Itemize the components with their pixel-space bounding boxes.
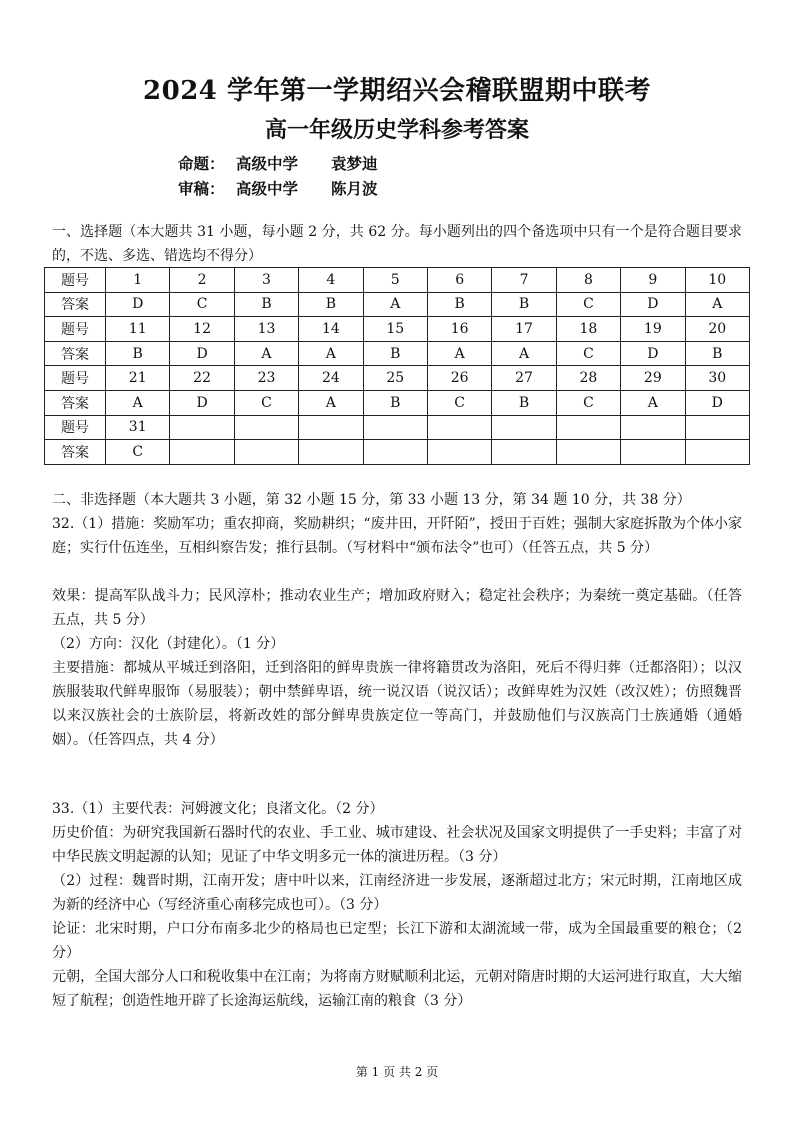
reviewer-line: [178, 177, 378, 199]
q32-part2-direction: （2）方向：汉化（封建化）。（1 分）: [52, 636, 285, 652]
question-number-cell: [427, 415, 491, 440]
answer-letter-cell: B: [299, 292, 363, 317]
answer-letter-cell: C: [427, 390, 491, 415]
question-number-cell: 7: [492, 268, 556, 293]
author-school: 高级中学: [236, 155, 299, 173]
question-row-label: 题号: [45, 317, 106, 342]
question-number-cell: 15: [363, 317, 427, 342]
answer-letter-cell: C: [234, 390, 298, 415]
answer-letter-cell: [170, 440, 234, 465]
question-number-cell: 21: [106, 366, 170, 391]
answer-letter-cell: [363, 440, 427, 465]
answer-row-label: 答案: [45, 390, 106, 415]
question-row-label: 题号: [45, 415, 106, 440]
answer-letter-cell: C: [170, 292, 234, 317]
answer-row: [45, 440, 750, 465]
question-number-cell: 26: [427, 366, 491, 391]
answer-letter-cell: B: [363, 390, 427, 415]
q33-part2-process: （2）过程：魏晋时期，江南开发；唐中叶以来，江南经济进一步发展，逐渐超过北方；宋元时期，江南地区成为新的经济中心（写经济重心南移完成也可）。（3 分）: [52, 873, 742, 913]
answer-letter-cell: A: [621, 390, 685, 415]
q33-part1-value: 历史价值：为研究我国新石器时代的农业、手工业、城市建设、社会状况及国家文明提供了一手史料；丰富了对中华民族文明起源的认知；见证了中华文明多元一体的演进历程。（3 分）: [52, 825, 742, 865]
question-number-cell: 18: [556, 317, 620, 342]
question-number-cell: [299, 415, 363, 440]
answer-letter-cell: [492, 440, 556, 465]
answer-letter-cell: C: [556, 292, 620, 317]
author-label: 命题：: [178, 155, 225, 173]
question-number-cell: 25: [363, 366, 427, 391]
q32-part1-measures: 32.（1）措施：奖励军功；重农抑商，奖励耕织；“废井田，开阡陌”，授田于百姓；强制大家庭拆散为个体小家庭；实行什伍连坐，互相纠察告发；推行县制。（写材料中“颁布法令”也可）（任答五点，共 5 分）: [52, 516, 742, 556]
question-row-label: 题号: [45, 366, 106, 391]
answer-row: [45, 292, 750, 317]
question-number-cell: 20: [685, 317, 749, 342]
question-number-cell: 14: [299, 317, 363, 342]
answer-table: [44, 267, 750, 465]
answer-letter-cell: B: [106, 341, 170, 366]
answer-letter-cell: C: [556, 341, 620, 366]
q33-part2-argument2: 元朝，全国大部分人口和税收集中在江南；为将南方财赋顺利北运，元朝对隋唐时期的大运河进行取直，大大缩短了航程；创造性地开辟了长途海运航线，运输江南的粮食（3 分）: [52, 969, 742, 1009]
answer-letter-cell: D: [621, 341, 685, 366]
question-number-cell: 9: [621, 268, 685, 293]
answer-letter-cell: [299, 440, 363, 465]
question-number-cell: 16: [427, 317, 491, 342]
question-number-cell: 10: [685, 268, 749, 293]
question-number-cell: 31: [106, 415, 170, 440]
question-number-cell: [170, 415, 234, 440]
q32-part2-measures: 主要措施：都城从平城迁到洛阳，迁到洛阳的鲜卑贵族一律将籍贯改为洛阳，死后不得归葬（迁都洛阳）；以汉族服装取代鲜卑服饰（易服装）；朝中禁鲜卑语，统一说汉语（说汉话）；改鲜卑姓为汉姓（改汉姓）；仿照魏晋以来汉族社会的士族阶层，将新改姓的部分鲜卑贵族定位一等高门，并鼓励他们与汉族高门士族通婚（通婚姻）。（任答四点，共 4 分）: [52, 660, 742, 748]
q32-part1-effect: 效果：提高军队战斗力；民风淳朴；推动农业生产；增加政府财入；稳定社会秩序；为秦统一奠定基础。（任答五点，共 5 分）: [52, 588, 742, 628]
question-number-cell: [363, 415, 427, 440]
answer-row-label: 答案: [45, 341, 106, 366]
answer-letter-cell: A: [363, 292, 427, 317]
question-number-cell: 13: [234, 317, 298, 342]
answer-letter-cell: B: [427, 292, 491, 317]
author-line: [178, 152, 378, 174]
question-number-cell: 24: [299, 366, 363, 391]
answer-letter-cell: A: [492, 341, 556, 366]
answer-letter-cell: [621, 440, 685, 465]
question-number-cell: 4: [299, 268, 363, 293]
question-number-cell: 8: [556, 268, 620, 293]
question-number-cell: 6: [427, 268, 491, 293]
answer-letter-cell: A: [299, 390, 363, 415]
question-number-cell: 23: [234, 366, 298, 391]
answer-letter-cell: [427, 440, 491, 465]
question-number-cell: 19: [621, 317, 685, 342]
answer-letter-cell: A: [685, 292, 749, 317]
answer-letter-cell: [685, 440, 749, 465]
question-number-cell: [621, 415, 685, 440]
document-subtitle: 高一年级历史学科参考答案: [264, 117, 529, 143]
question-row: [45, 415, 750, 440]
question-row: [45, 317, 750, 342]
answer-letter-cell: [234, 440, 298, 465]
answer-letter-cell: A: [427, 341, 491, 366]
question-number-cell: 17: [492, 317, 556, 342]
question-number-cell: 27: [492, 366, 556, 391]
answer-letter-cell: A: [234, 341, 298, 366]
author-name: 袁梦迪: [331, 155, 378, 173]
question-number-cell: 2: [170, 268, 234, 293]
answer-row: [45, 390, 750, 415]
document-title: 2024 学年第一学期绍兴会稽联盟期中联考: [143, 76, 651, 106]
question-number-cell: 29: [621, 366, 685, 391]
answer-letter-cell: C: [556, 390, 620, 415]
question-row: [45, 268, 750, 293]
question-number-cell: 22: [170, 366, 234, 391]
answer-row-label: 答案: [45, 440, 106, 465]
question-row: [45, 366, 750, 391]
question-number-cell: 30: [685, 366, 749, 391]
answer-letter-cell: D: [170, 390, 234, 415]
question-number-cell: 28: [556, 366, 620, 391]
question-number-cell: 12: [170, 317, 234, 342]
page-footer: 第 1 页 共 2 页: [355, 1065, 439, 1079]
answer-letter-cell: D: [106, 292, 170, 317]
answer-letter-cell: B: [363, 341, 427, 366]
answer-letter-cell: B: [492, 292, 556, 317]
section1-heading: 一、选择题（本大题共 31 小题，每小题 2 分，共 62 分。每小题列出的四个备选项中只有一个是符合题目要求的，不选、多选、错选均不得分）: [52, 224, 742, 264]
reviewer-name: 陈月波: [331, 180, 378, 198]
answer-letter-cell: C: [106, 440, 170, 465]
question-number-cell: [234, 415, 298, 440]
section2-heading: 二、非选择题（本大题共 3 小题，第 32 小题 15 分，第 33 小题 13 分，第 34 题 10 分，共 38 分）: [52, 492, 691, 508]
answer-letter-cell: D: [621, 292, 685, 317]
reviewer-label: 审稿：: [178, 180, 225, 198]
answer-letter-cell: B: [234, 292, 298, 317]
answer-letter-cell: B: [492, 390, 556, 415]
answer-letter-cell: B: [685, 341, 749, 366]
reviewer-school: 高级中学: [236, 180, 299, 198]
answer-letter-cell: [556, 440, 620, 465]
question-number-cell: 1: [106, 268, 170, 293]
question-row-label: 题号: [45, 268, 106, 293]
answer-row-label: 答案: [45, 292, 106, 317]
question-number-cell: 11: [106, 317, 170, 342]
question-number-cell: [685, 415, 749, 440]
answer-row: [45, 341, 750, 366]
question-number-cell: [556, 415, 620, 440]
question-number-cell: [492, 415, 556, 440]
answer-letter-cell: D: [170, 341, 234, 366]
q33-part2-argument1: 论证：北宋时期，户口分布南多北少的格局也已定型；长江下游和太湖流域一带，成为全国最重要的粮仓；（2 分）: [52, 921, 742, 961]
question-number-cell: 5: [363, 268, 427, 293]
answer-letter-cell: A: [299, 341, 363, 366]
question-number-cell: 3: [234, 268, 298, 293]
q33-part1-representatives: 33.（1）主要代表：河姆渡文化；良渚文化。（2 分）: [52, 801, 384, 817]
answer-letter-cell: D: [685, 390, 749, 415]
answer-letter-cell: A: [106, 390, 170, 415]
